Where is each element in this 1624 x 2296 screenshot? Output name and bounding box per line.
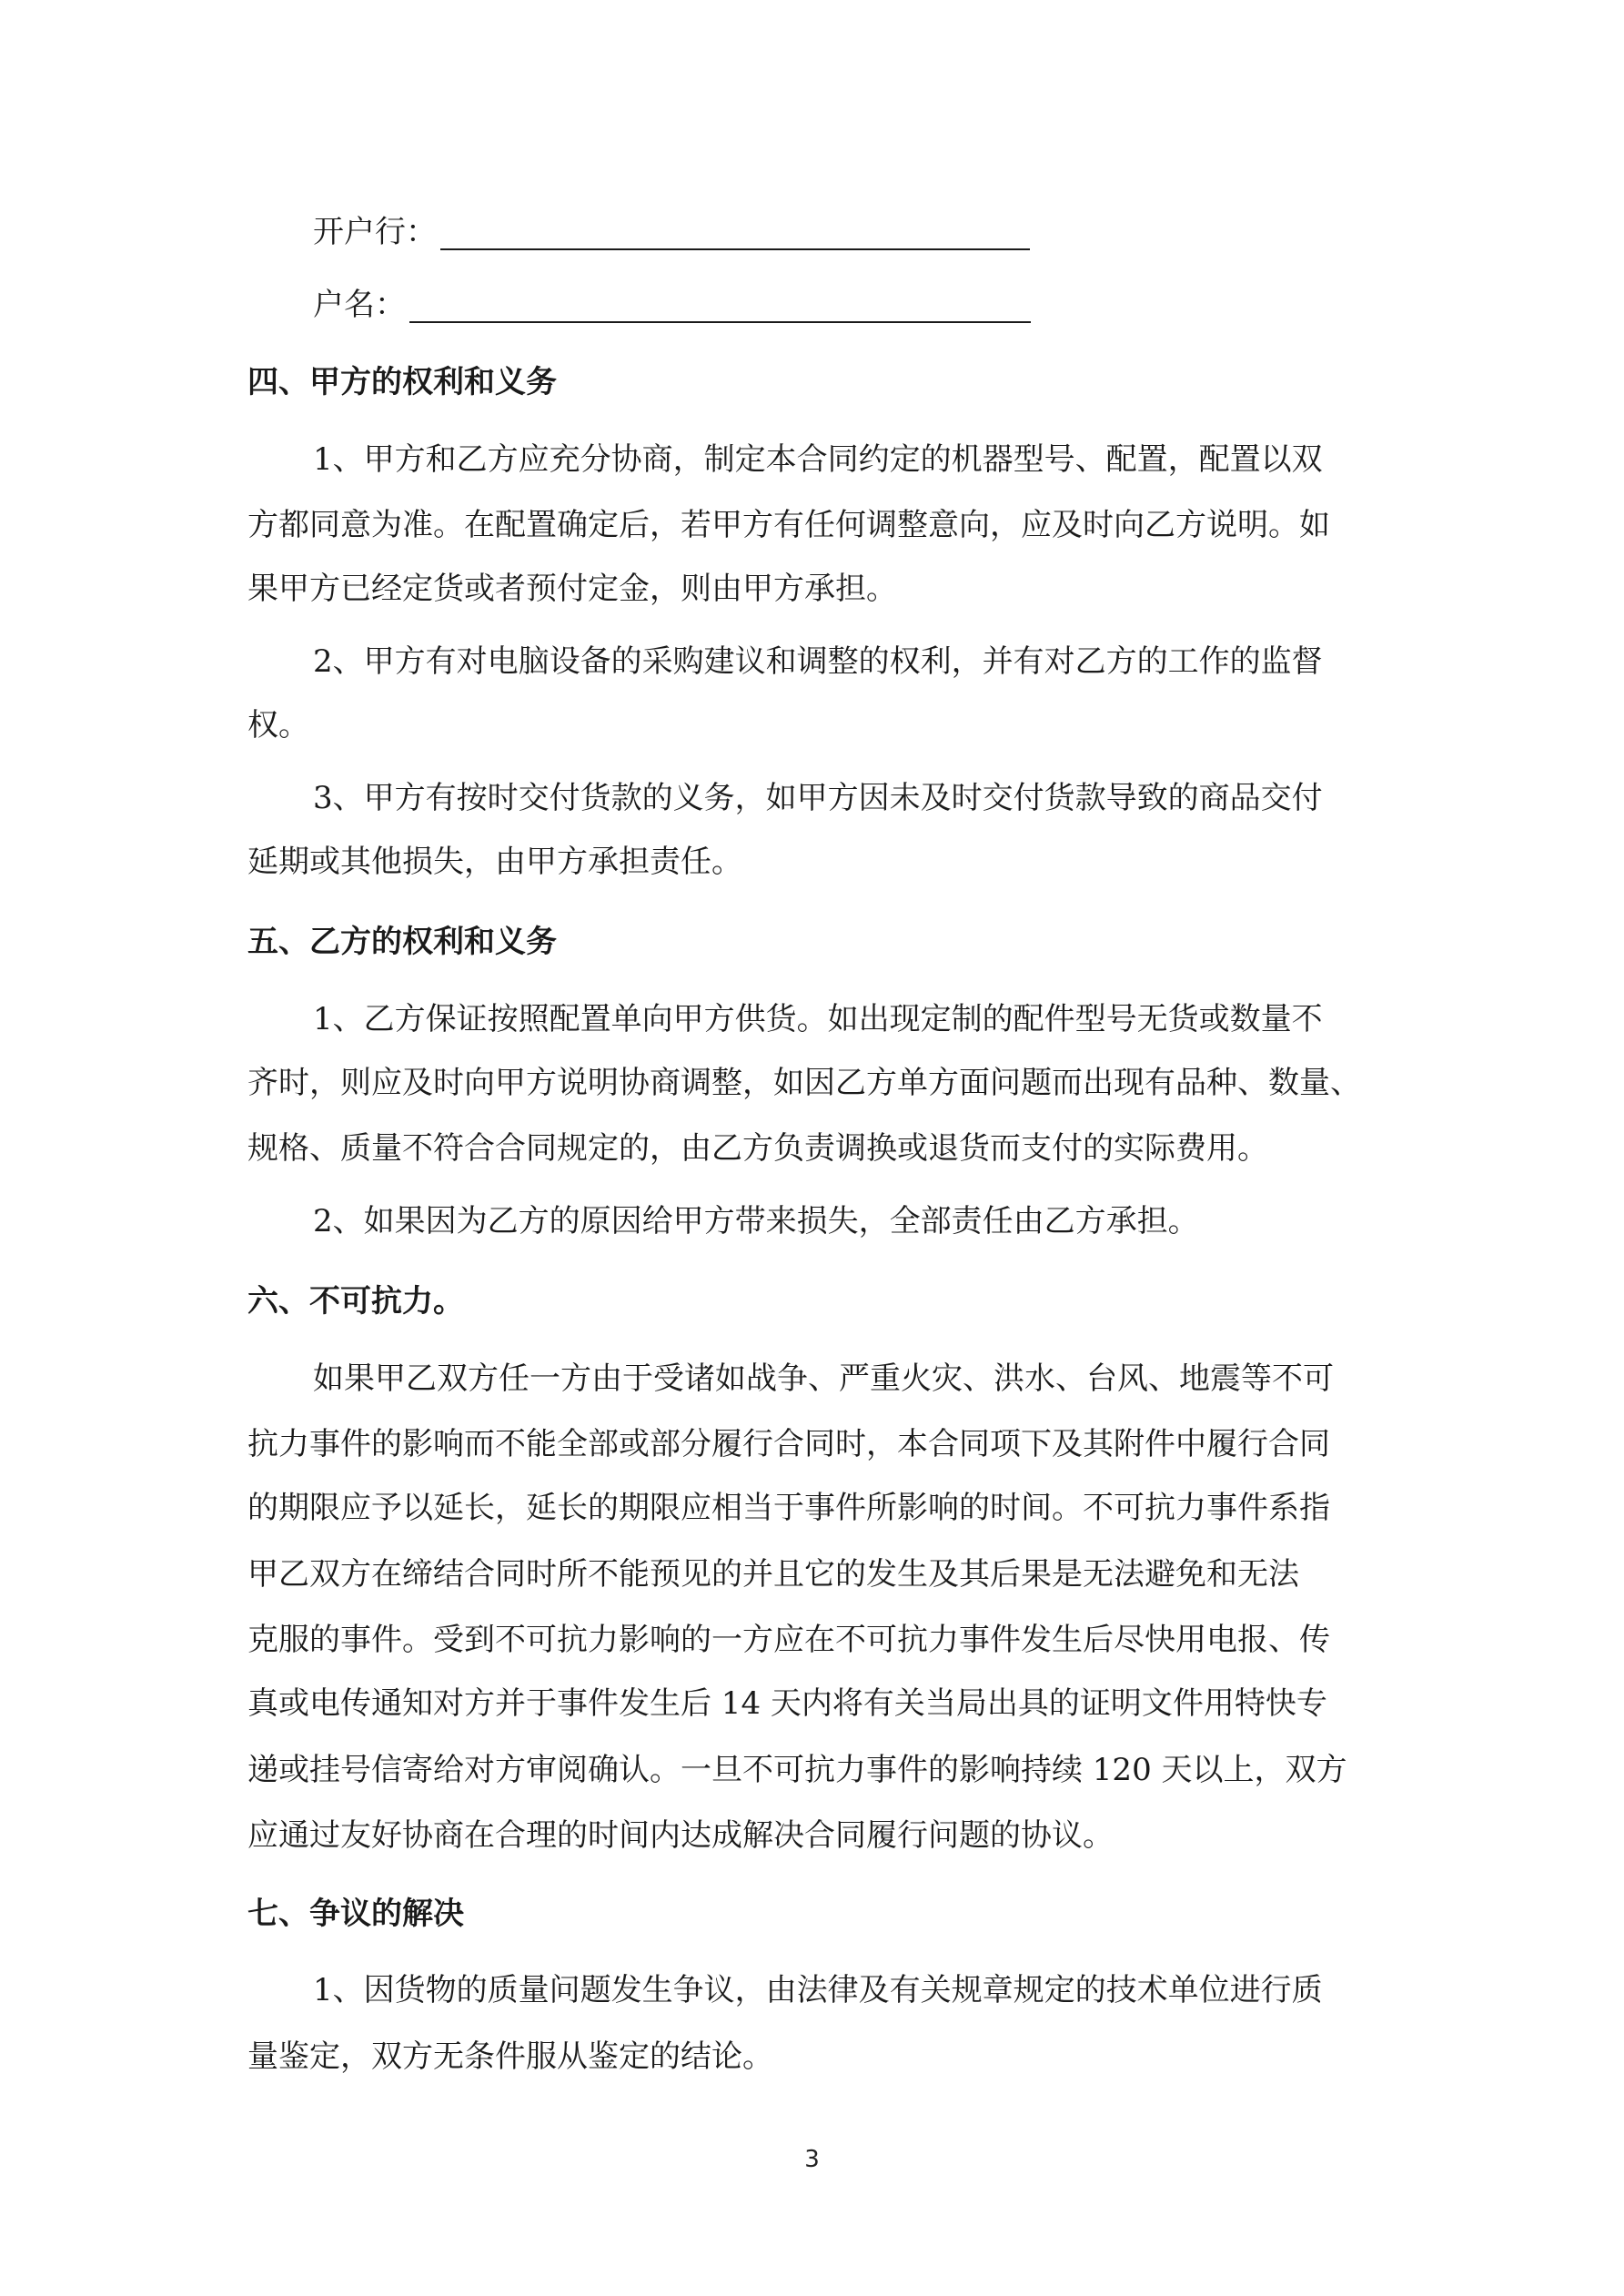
s6-line: 抗力事件的影响而不能全部或部分履行合同时，本合同项下及其附件中履行合同 [247,1426,1330,1462]
bank-field-row [313,214,1030,250]
section-6-heading: 六、不可抗力。 [247,1283,464,1320]
s6-line: 如果甲乙双方任一方由于受诸如战争、严重火灾、洪水、台风、地震等不可 [313,1360,1334,1397]
s5-p2-line: 2、如果因为乙方的原因给甲方带来损失，全部责任由乙方承担。 [313,1203,1199,1239]
s6-line: 真或电传通知对方并于事件发生后 14 天内将有关当局出具的证明文件用特快专 [247,1685,1327,1722]
s5-p1-line: 规格、质量不符合合同规定的，由乙方负责调换或退货而支付的实际费用。 [247,1130,1268,1167]
s4-p1-line: 1、甲方和乙方应充分协商，制定本合同约定的机器型号、配置，配置以双 [313,441,1323,478]
account-name-field-row [313,287,1031,323]
section-7-heading: 七、争议的解决 [247,1896,464,1932]
s7-p1-line: 1、因货物的质量问题发生争议，由法律及有关规章规定的技术单位进行质 [313,1972,1323,2008]
s6-line: 的期限应予以延长，延长的期限应相当于事件所影响的时间。不可抗力事件系指 [247,1490,1330,1526]
section-5-heading: 五、乙方的权利和义务 [247,924,557,960]
section-4-heading: 四、甲方的权利和义务 [247,364,557,400]
s6-line: 应通过友好协商在合理的时间内达成解决合同履行问题的协议。 [247,1817,1114,1854]
s7-p1-line: 量鉴定，双方无条件服从鉴定的结论。 [247,2038,773,2075]
s4-p1-line: 果甲方已经定货或者预付定金，则由甲方承担。 [247,571,897,607]
s6-line: 克服的事件。受到不可抗力影响的一方应在不可抗力事件发生后尽快用电报、传 [247,1622,1330,1658]
page-number: 3 [804,2146,820,2173]
account-name-label: 户名： [313,287,406,323]
s5-p1-line: 1、乙方保证按照配置单向甲方供货。如出现定制的配件型号无货或数量不 [313,1001,1323,1037]
s5-p1-line: 齐时，则应及时向甲方说明协商调整，如因乙方单方面问题而出现有品种、数量、 [247,1065,1361,1101]
bank-label: 开户行： [313,214,437,250]
s4-p2-line: 权。 [247,707,309,743]
account-name-blank-line [409,288,1031,323]
s6-line: 甲乙双方在缔结合同时所不能预见的并且它的发生及其后果是无法避免和无法 [247,1556,1299,1593]
s4-p3-line: 延期或其他损失，由甲方承担责任。 [247,844,742,880]
s4-p3-line: 3、甲方有按时交付货款的义务，如甲方因未及时交付货款导致的商品交付 [313,780,1323,816]
s4-p1-line: 方都同意为准。在配置确定后，若甲方有任何调整意向，应及时向乙方说明。如 [247,507,1330,543]
s6-line: 递或挂号信寄给对方审阅确认。一旦不可抗力事件的影响持续 120 天以上，双方 [247,1752,1347,1788]
bank-blank-line [440,216,1030,250]
s4-p2-line: 2、甲方有对电脑设备的采购建议和调整的权利，并有对乙方的工作的监督 [313,643,1323,680]
